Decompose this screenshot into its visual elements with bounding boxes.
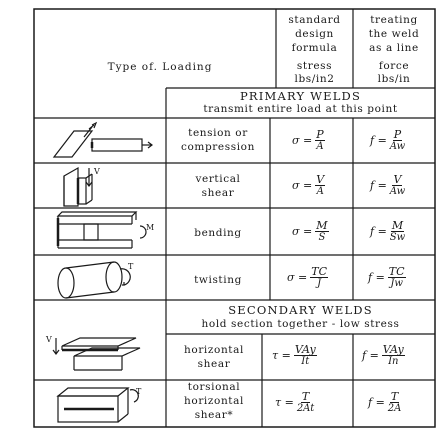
row-label-vshear-2: shear [201,187,235,199]
row-label-tshear-3: shear* [194,409,234,421]
force-unit: lbs/in [377,73,411,85]
row-label-tension-1: tension or [188,127,248,139]
row-label-tshear-2: horizontal [184,395,244,407]
treating-header-line1: treating [370,14,418,26]
tension-weld-icon [44,121,154,161]
formula-std-tshear: τ = $\frac{T}{2At}$ [275,390,315,414]
formula-line-twisting: f = $\frac{TC}{Jw}$ [368,265,405,289]
primary-welds-subtitle: transmit entire load at this point [203,103,398,115]
formula-std-hshear: τ = $\frac{\text{VAy}}{It}$ [272,343,316,367]
treating-header-line3: as a line [369,42,419,54]
svg-text:M: M [146,223,154,232]
stress-unit: lbs/in2 [294,73,335,85]
force-label: force [378,60,410,72]
standard-header-line3: formula [291,42,338,54]
formula-std-tension: σ = $\frac{P}{A}$ [292,128,324,152]
primary-welds-title: PRIMARY WELDS [239,89,362,103]
standard-header-line2: design [295,28,334,40]
formula-line-vshear: f = $\frac{V}{Aw}$ [370,173,406,197]
row-label-hshear-1: horizontal [184,344,244,356]
bending-weld-icon [44,210,154,254]
twisting-weld-icon [44,257,154,301]
secondary-welds-subtitle: hold section together - low stress [201,318,400,330]
svg-text:T: T [136,387,142,396]
treating-header-line2: the weld [368,28,420,40]
stress-label: stress [296,60,333,72]
row-label-twisting: twisting [194,274,242,286]
formula-line-tshear: f = $\frac{T}{2A}$ [368,390,402,414]
standard-header-line1: standard [288,14,341,26]
horizontal-shear-weld-icon [44,334,154,378]
type-of-loading-label: Type of. Loading [107,61,213,73]
secondary-welds-title: SECONDARY WELDS [228,303,373,317]
row-label-tshear-1: torsional [187,381,241,393]
svg-text:T: T [128,262,134,271]
row-label-tension-2: compression [181,141,255,153]
formula-std-vshear: σ = $\frac{V}{A}$ [292,173,325,197]
formula-line-tension: f = $\frac{P}{Aw}$ [370,128,406,152]
formula-line-bending: f = $\frac{M}{Sw}$ [370,219,406,243]
formula-line-hshear: f = $\frac{\text{VAy}}{In}$ [362,343,404,367]
formula-std-twisting: σ = $\frac{TC}{J}$ [287,265,327,289]
row-label-bending: bending [194,227,242,239]
row-label-vshear-1: vertical [195,173,241,185]
vertical-shear-weld-icon [44,166,154,208]
torsional-shear-weld-icon [44,382,154,426]
formula-std-bending: σ = $\frac{M}{S}$ [292,219,328,243]
svg-text:V: V [46,335,52,344]
row-label-hshear-2: shear [197,358,231,370]
svg-text:V: V [94,167,100,176]
